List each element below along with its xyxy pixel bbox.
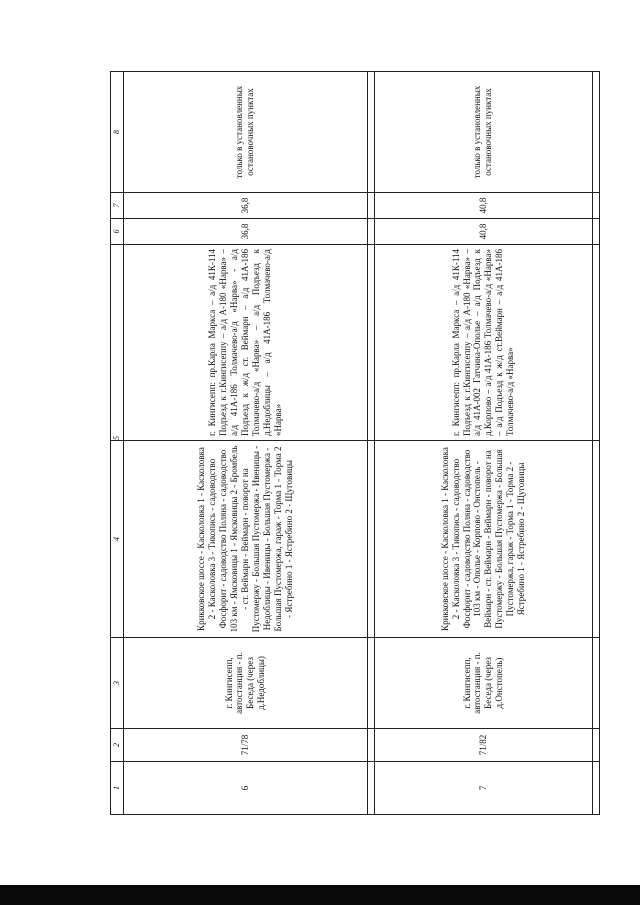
route-stops: Крикковское шоссе - Касколовка 1 - Касколовка 2 - Касколовка 3 - Тикопись - садоводство Фосфорит - садоводство Поляна - садоводство 103 км - Ямсковицы 1 - Ямсковицы 2 - Бромбель - ст. Веймарн - Веймарн - поворот на Пустомержу - Большая Пустомержа - Ивеницы - Недоблицы - Ивеницы - Большая Пустомержа - Большая Пустомержа, гараж - Торма 1 - Торма 2 - Ястребино 1 - Ястребино 2 - Щуговицы: [124, 441, 368, 638]
route-endpoints: г. Кингисепп, автостанция - п. Беседа (через д.Онстопель): [374, 638, 592, 729]
header-col-8: 8: [111, 72, 124, 193]
route-length-b: 36,8: [124, 193, 368, 219]
route-number: 71/82: [374, 729, 592, 762]
route-streets: г. Кингисепп: пр.Карла Маркса – а/д 41К-114 Подъезд к г.Кингисеппу – а/д А-180 «Нарва» – а/д 41А-186 Толмачево-а/д «Нарва» - а/д Подъезд к ж/д ст. Веймарн – а/д 41А-186 Толмачево-а/д «Нарва» – а/д Подъезд к д.Недоблицы – а/д 41А-186 Толмачево-а/д «Нарва»: [124, 245, 368, 441]
spacer-row: [367, 72, 374, 815]
row-number: 6: [124, 762, 368, 815]
route-stops: Крикковское шоссе - Касколовка 1 - Касколовка 2 - Касколовка 3 - Тикопись - садоводство Фосфорит - садоводство Поляна - садоводство 103 км - Ополье - Корпово - Онстопель - Веймарн - ст. Веймарн - Веймарн - поворот на Пустомержу - Большая Пустомержа - Большая Пустомержа, гараж - Торма 1 - Торма 2 - Ястребино 1 - Ястребино 2 - Щуговицы: [374, 441, 592, 638]
spacer-row: [593, 72, 600, 815]
header-col-6: 6: [111, 219, 124, 245]
route-streets: г. Кингисепп: пр.Карла Маркса – а/д 41К-114 Подъезд к г.Кингисеппу – а/д А-180 «Нарва» – а/д 41А-002 Гатчина-Ополье – а/д Подъезд к д.Корпово – а/д 41А-186 Толмачево-а/д «Нарва» – а/д Подъезд к ж/д ст.Веймарн – а/д 41А-186 Толмачево-а/д «Нарва»: [374, 245, 592, 441]
row-number: 7: [374, 762, 592, 815]
rotated-document-page: [110, 80, 600, 815]
header-row: [111, 72, 124, 815]
header-col-7: 7: [111, 193, 124, 219]
routes-table: [110, 71, 600, 815]
stop-order: только в установленных остановочных пунктах: [124, 72, 368, 193]
stop-order: только в установленных остановочных пунктах: [374, 72, 592, 193]
table-row: [374, 72, 592, 815]
route-length-a: 36,8: [124, 219, 368, 245]
header-col-1: 1: [111, 762, 124, 815]
route-number: 71/78: [124, 729, 368, 762]
scan-border: [0, 885, 640, 905]
table-row: [124, 72, 368, 815]
header-col-4: 4: [111, 441, 124, 638]
route-length-a: 40,8: [374, 219, 592, 245]
header-col-2: 2: [111, 729, 124, 762]
route-length-b: 40,8: [374, 193, 592, 219]
route-endpoints: г. Кингисепп, автостанция - п. Беседа (через д.Недоблицы): [124, 638, 368, 729]
header-col-5: 5: [111, 245, 124, 441]
header-col-3: 3: [111, 638, 124, 729]
